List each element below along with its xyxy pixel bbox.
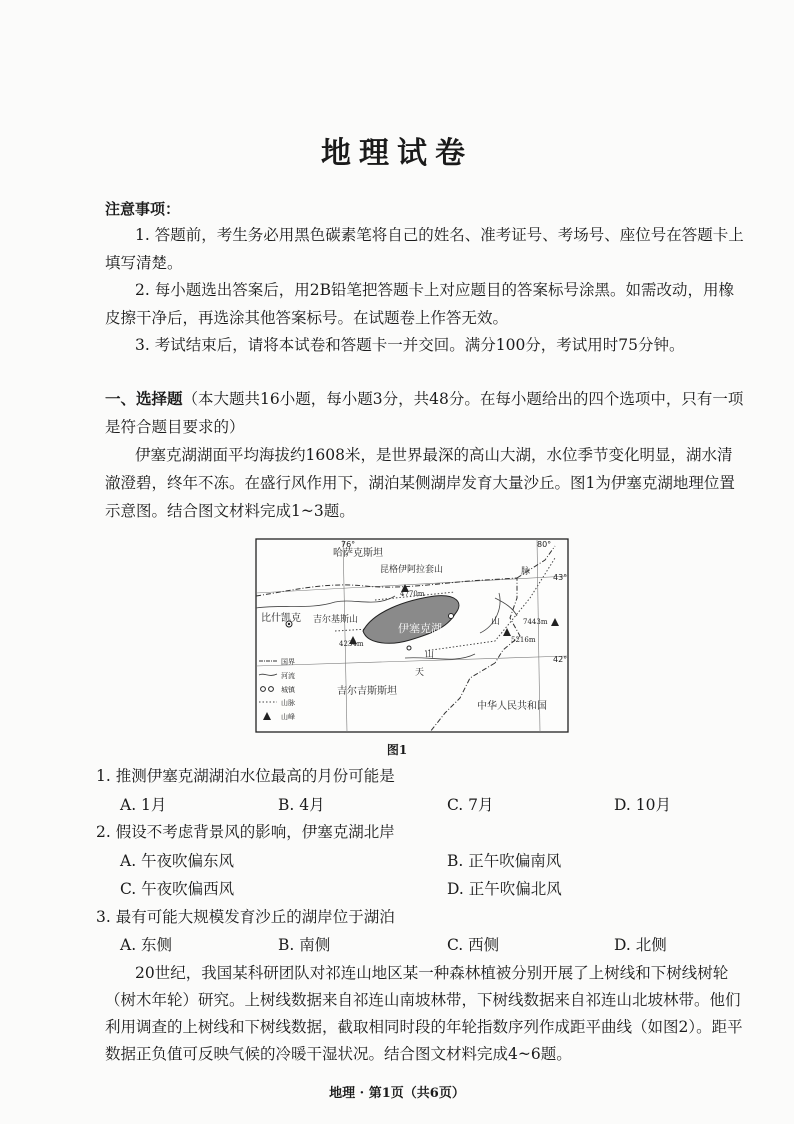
section-title: 一、选择题	[105, 389, 183, 408]
label-range-west: 吉尔基斯山	[313, 615, 359, 625]
passage-1: 伊塞克湖湖面平均海拔约1608米，是世界最深的高山大湖，水位季节变化明显，湖水清澈澄碧，终年不冻。在盛行风作用下，湖泊某侧湖岸发育大量沙丘。图1为伊塞克湖地理位置示意图。结合图文材料完成1~3题。	[105, 446, 735, 520]
label-shan-1: 山	[491, 617, 501, 627]
label-peak1: 4770m	[400, 590, 425, 598]
section-desc: （本大题共16小题，每小题3分，共48分。在每小题给出的四个选项中，只有一项是符合题目要求的）	[105, 390, 744, 436]
exam-title: 地理试卷	[321, 136, 473, 171]
legend-border: 国界	[281, 658, 295, 666]
q3-option-c: C. 西侧	[447, 936, 500, 954]
legend-range: 山脉	[281, 699, 295, 707]
label-peak4: 7443m	[523, 618, 548, 626]
notice-item-2: 2. 每小题选出答案后，用2B铅笔把答题卡上对应题目的答案标号涂黑。如需改动，用橡皮擦干净后，再选涂其他答案标号。在试题卷上作答无效。	[105, 281, 734, 327]
city-south	[407, 646, 411, 650]
q1-option-a: A. 1月	[120, 796, 167, 814]
label-lon-80: 80°	[537, 540, 552, 549]
question-1-stem: 1. 推测伊塞克湖湖泊水位最高的月份可能是	[96, 767, 395, 785]
label-lat-42: 42°	[553, 655, 568, 664]
label-mai: 脉	[521, 567, 531, 577]
figure-caption: 图1	[386, 743, 408, 757]
label-peak3: 5216m	[511, 636, 536, 644]
question-2-stem: 2. 假设不考虑背景风的影响，伊塞克湖北岸	[96, 823, 395, 841]
q1-option-d: D. 10月	[614, 796, 671, 814]
label-lat-43: 43°	[553, 573, 568, 582]
q1-option-c: C. 7月	[447, 796, 494, 814]
map-figure-1	[255, 538, 569, 733]
passage-2: 20世纪，我国某科研团队对祁连山地区某一种森林植被分别开展了上树线和下树线树轮（树木年轮）研究。上树线数据来自祁连山南坡林带，下树线数据来自祁连山北坡林带。他们利用调查的上树线和下树线数据，截取相同时段的年轮指数序列作成距平曲线（如图2）。距平数据正负值可反映气候的冷暖干湿状况。结合图文材料完成4~6题。	[105, 964, 743, 1063]
label-range-north: 昆格伊阿拉套山	[380, 565, 444, 575]
label-kazakhstan: 哈萨克斯坦	[333, 548, 383, 559]
legend-peak: 山峰	[281, 713, 295, 721]
question-3-stem: 3. 最有可能大规模发育沙丘的湖岸位于湖泊	[96, 908, 395, 926]
label-lake: 伊塞克湖	[398, 622, 442, 635]
label-tian: 天	[415, 668, 425, 678]
label-peak2: 4234m	[339, 640, 364, 648]
legend-city: 城镇	[281, 686, 295, 694]
section-heading	[105, 385, 745, 441]
label-bishkek: 比什凯克	[261, 613, 301, 624]
city-karakol	[449, 614, 454, 619]
legend-river: 河流	[281, 672, 295, 680]
label-lon-76: 76°	[341, 540, 356, 549]
q1-option-b: B. 4月	[278, 796, 325, 814]
q2-option-a: A. 午夜吹偏东风	[120, 852, 235, 870]
notice-item-3: 3. 考试结束后，请将本试卷和答题卡一并交回。满分100分，考试用时75分钟。	[135, 336, 685, 354]
notice-item-1: 1. 答题前，考生务必用黑色碳素笔将自己的姓名、准考证号、考场号、座位号在答题卡上填写清楚。	[105, 226, 744, 272]
label-china: 中华人民共和国	[477, 701, 547, 712]
q2-option-d: D. 正午吹偏北风	[447, 880, 562, 898]
label-shan-2: 山	[425, 650, 435, 660]
page-footer: 地理 · 第1页（共6页）	[329, 1086, 465, 1101]
q3-option-b: B. 南侧	[278, 936, 331, 954]
q3-option-d: D. 北侧	[614, 936, 667, 954]
notice-heading: 注意事项：	[105, 200, 181, 218]
q2-option-b: B. 正午吹偏南风	[447, 852, 562, 870]
q2-option-c: C. 午夜吹偏西风	[120, 880, 235, 898]
label-kyrgyzstan: 吉尔吉斯斯坦	[337, 686, 397, 697]
q3-option-a: A. 东侧	[120, 936, 173, 954]
